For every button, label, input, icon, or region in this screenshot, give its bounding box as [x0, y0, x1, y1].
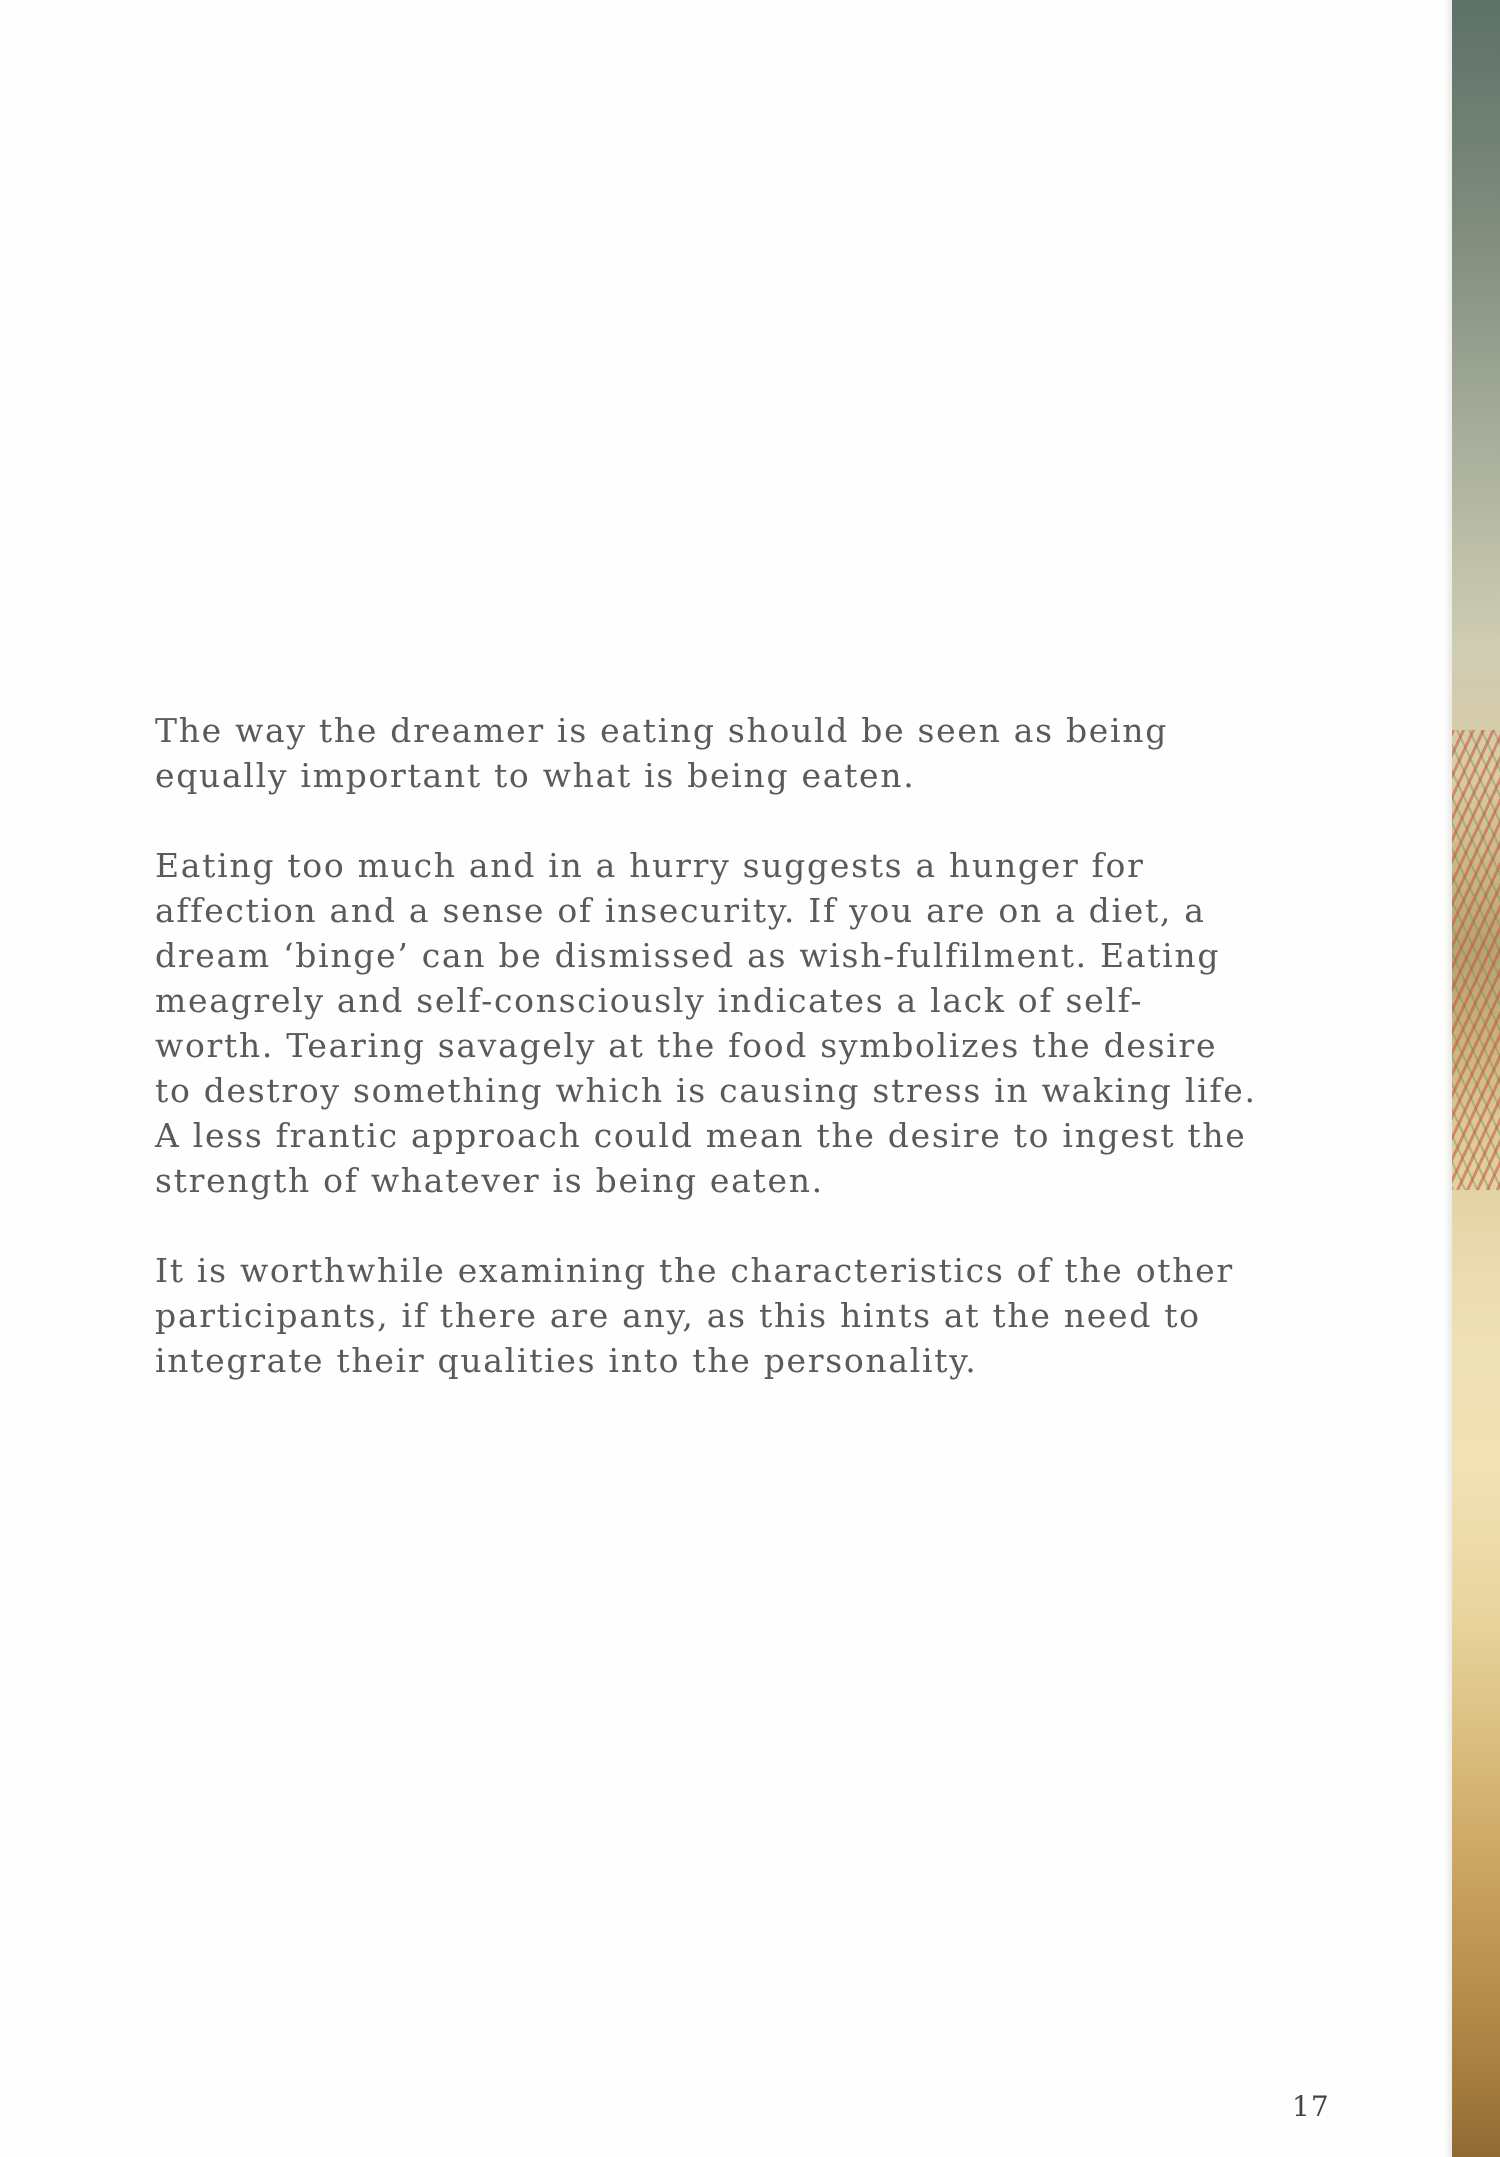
text-line: equally important to what is being eaten. [155, 756, 916, 795]
text-line: A less frantic approach could mean the desire to ingest the [155, 1116, 1247, 1155]
text-line: affection and a sense of insecurity. If you are on a diet, a [155, 891, 1206, 930]
facing-page-edge-image [1452, 0, 1500, 2157]
text-line: strength of whatever is being eaten. [155, 1161, 824, 1200]
paragraph-eating-styles [155, 843, 1325, 1203]
text-line: participants, if there are any, as this hints at the need to [155, 1296, 1201, 1335]
text-line: dream ‘binge’ can be dismissed as wish-fulfilment. Eating [155, 936, 1221, 975]
body-text [155, 708, 1325, 1428]
text-line: to destroy something which is causing stress in waking life. [155, 1071, 1257, 1110]
text-line: integrate their qualities into the personality. [155, 1341, 978, 1380]
text-line: The way the dreamer is eating should be seen as being [155, 711, 1169, 750]
page-number: 17 [1292, 2090, 1330, 2123]
paragraph-eating-manner [155, 708, 1325, 798]
text-line: worth. Tearing savagely at the food symbolizes the desire [155, 1026, 1218, 1065]
text-line: Eating too much and in a hurry suggests a hunger for [155, 846, 1145, 885]
text-line: meagrely and self-consciously indicates a lack of self- [155, 981, 1144, 1020]
paragraph-participants [155, 1248, 1325, 1383]
text-line: It is worthwhile examining the characteristics of the other [155, 1251, 1234, 1290]
facing-page-foliage-detail [1452, 730, 1500, 1190]
